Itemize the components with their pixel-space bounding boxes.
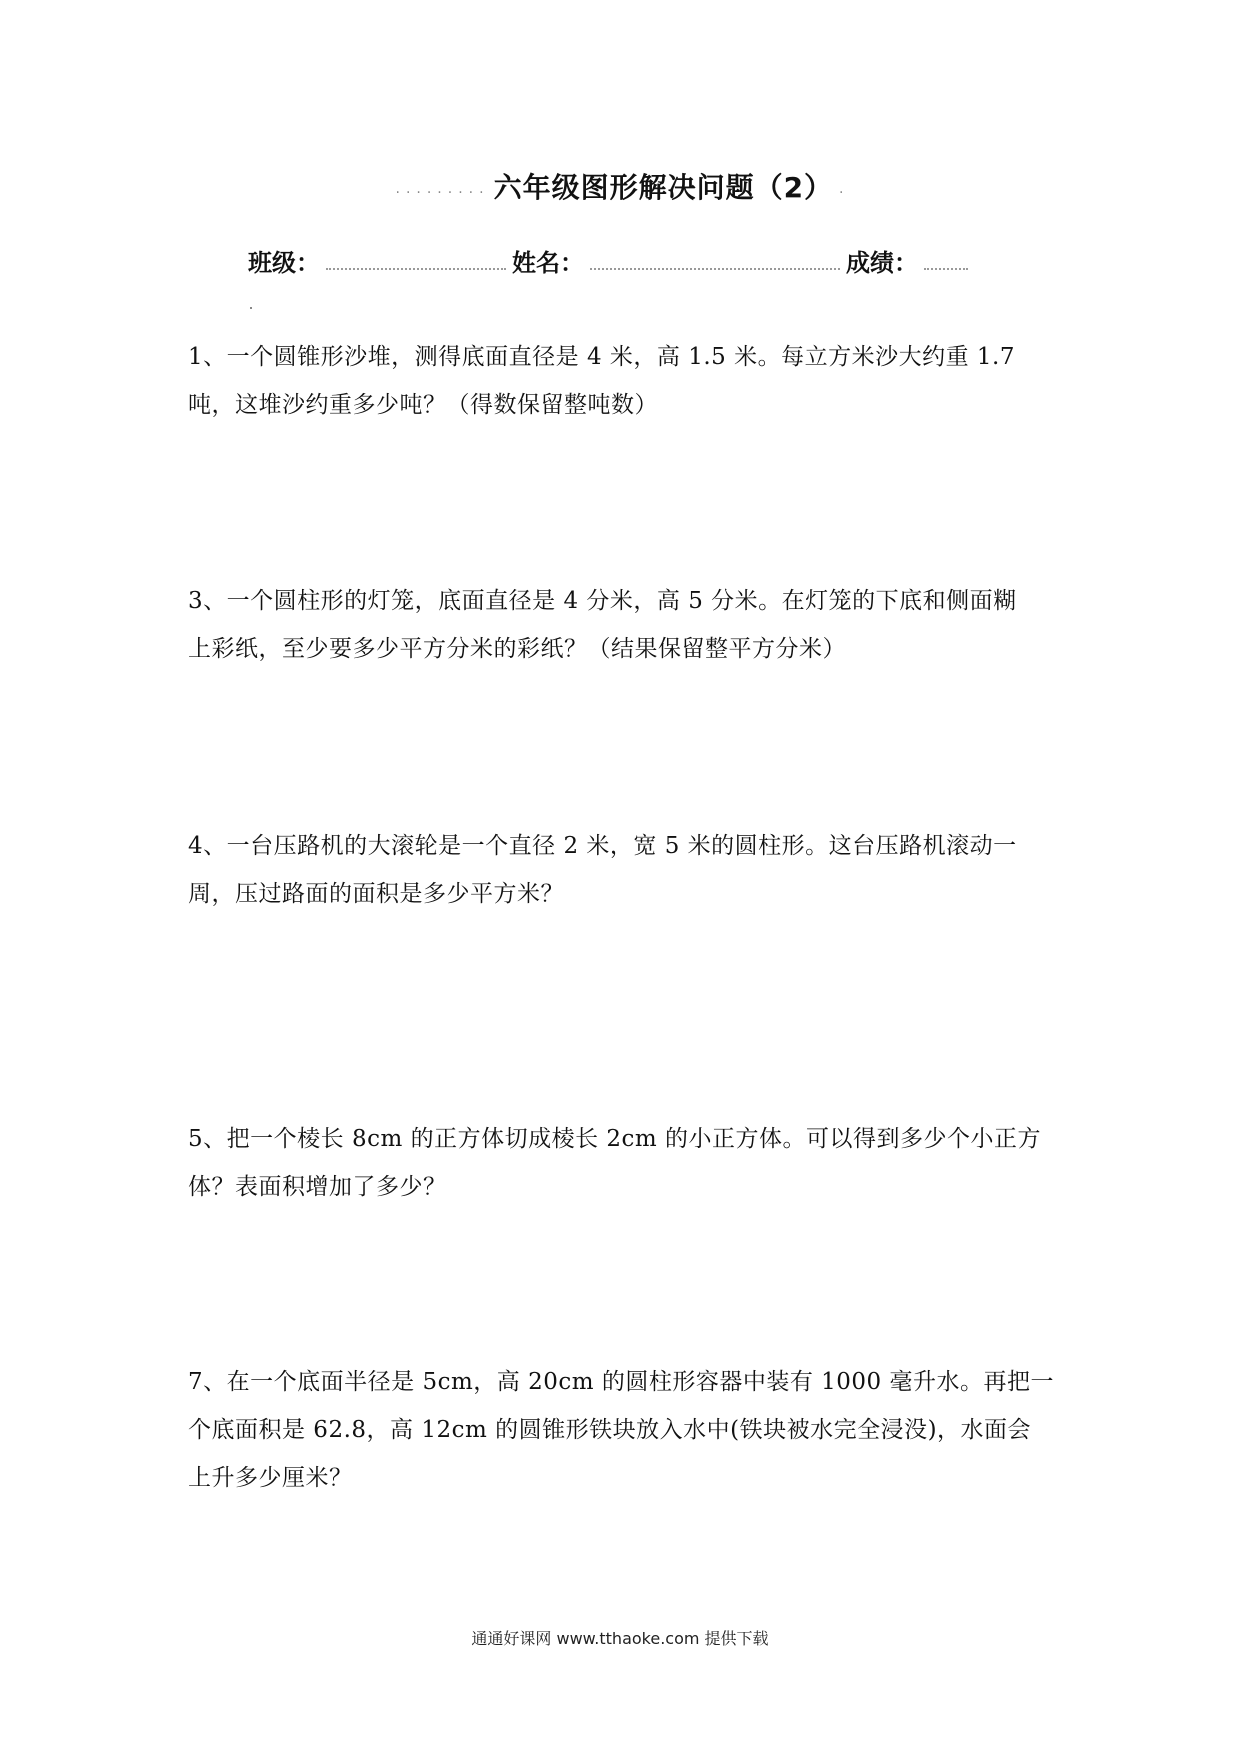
question-1 [188,333,1058,429]
class-label: 班级： [248,249,320,277]
question-line: 个底面积是 62.8，高 12cm 的圆锥形铁块放入水中(铁块被水完全浸没)，水面会 [188,1417,1032,1443]
page-footer: 通通好课网 www.tthaoke.com 提供下载 [471,1629,769,1648]
score-field[interactable] [924,264,968,270]
name-label: 姓名： [512,249,584,277]
question-line: 上升多少厘米？ [188,1465,353,1491]
stray-mark [250,307,252,309]
question-line: 3、一个圆柱形的灯笼，底面直径是 4 分米，高 5 分米。在灯笼的下底和侧面糊 [188,588,1017,614]
question-3 [188,577,1058,673]
question-line: 体？表面积增加了多少？ [188,1174,447,1200]
name-field[interactable] [590,264,840,270]
question-7 [188,1358,1058,1502]
title-leader-dots: ......... [395,181,490,197]
student-info-row [248,243,974,278]
class-field[interactable] [326,264,506,270]
title-row [0,166,1240,206]
question-4 [188,822,1058,918]
question-line: 吨，这堆沙约重多少吨？（得数保留整吨数） [188,392,658,418]
question-line: 周，压过路面的面积是多少平方米？ [188,881,564,907]
title-trailing-dot: . [839,181,845,197]
question-5 [188,1115,1058,1211]
question-line: 4、一台压路机的大滚轮是一个直径 2 米，宽 5 米的圆柱形。这台压路机滚动一 [188,833,1017,859]
question-line: 7、在一个底面半径是 5cm，高 20cm 的圆柱形容器中装有 1000 毫升水。再把一 [188,1369,1055,1395]
question-line: 1、一个圆锥形沙堆，测得底面直径是 4 米，高 1.5 米。每立方米沙大约重 1.7 [188,344,1015,370]
question-line: 5、把一个棱长 8cm 的正方体切成棱长 2cm 的小正方体。可以得到多少个小正方 [188,1126,1042,1152]
page-title: 六年级图形解决问题（2） [493,171,834,204]
score-label: 成绩： [846,249,918,277]
question-line: 上彩纸，至少要多少平方分米的彩纸？（结果保留整平方分米） [188,636,846,662]
